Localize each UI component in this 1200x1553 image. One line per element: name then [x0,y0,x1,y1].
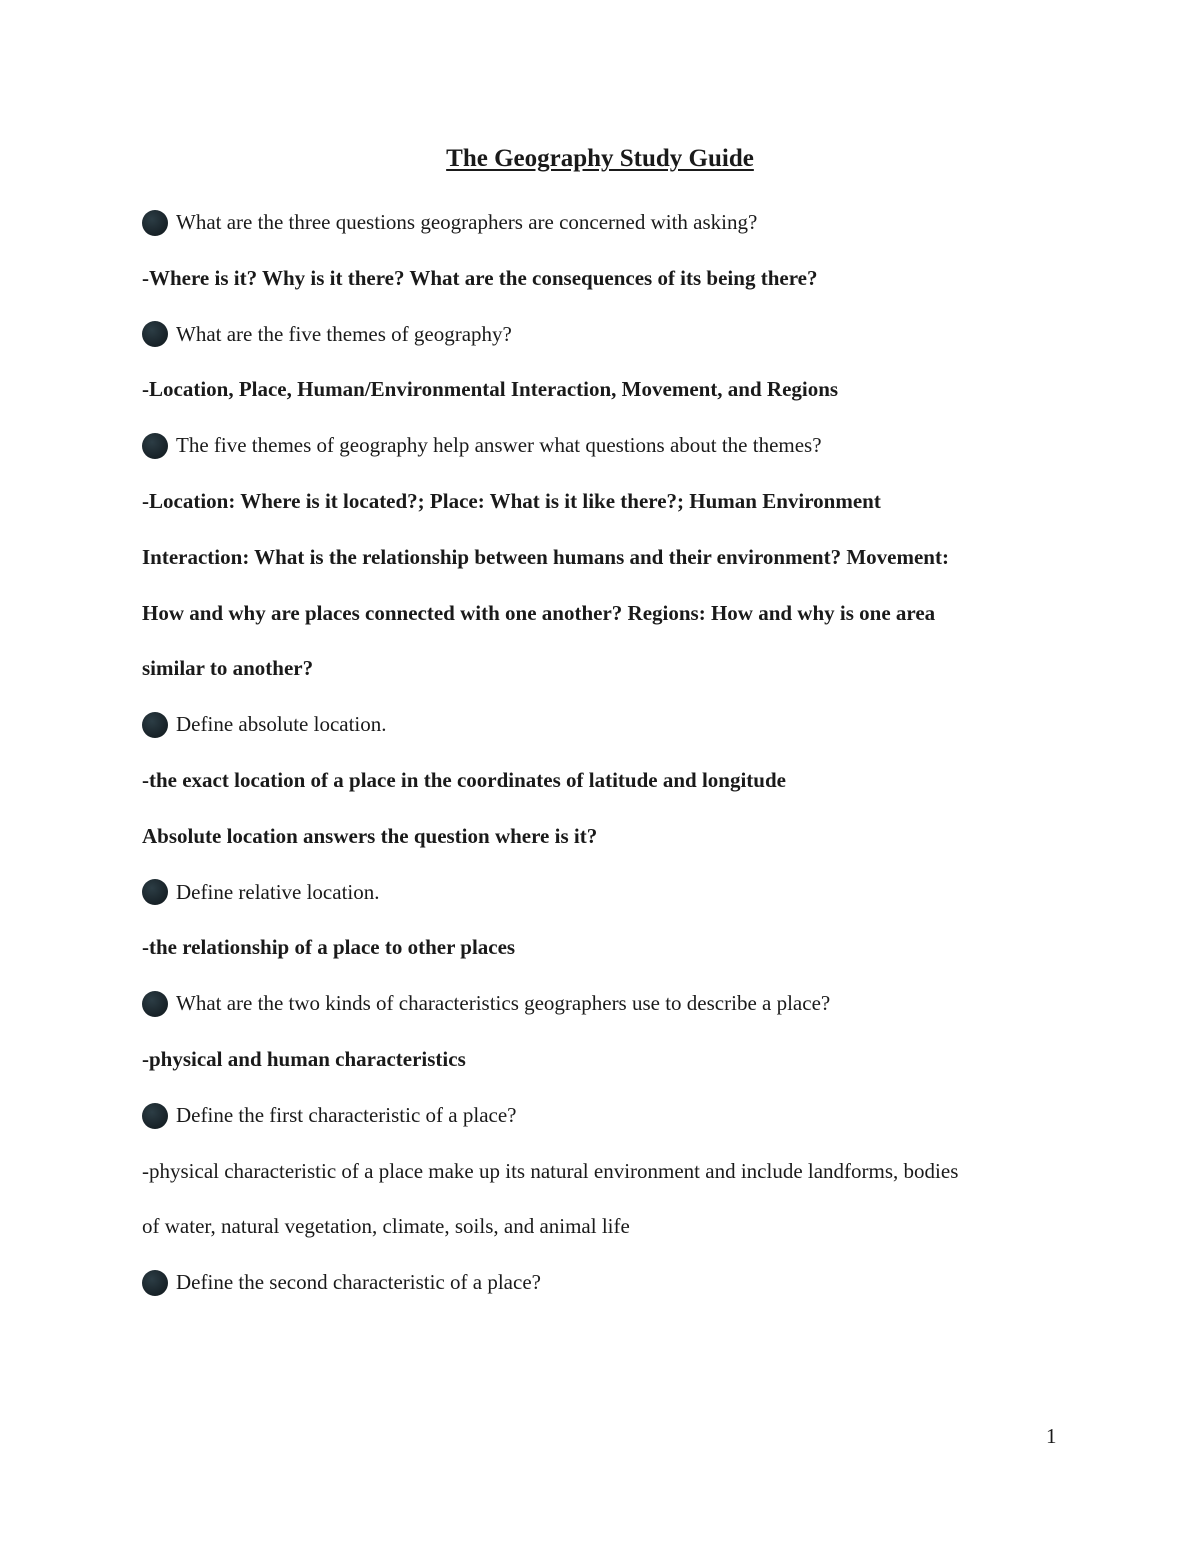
answer-line [142,530,1062,586]
document-title: The Geography Study Guide [446,145,754,172]
question-text: What are the two kinds of characteristics geographers use to describe a place? [176,991,831,1016]
bullet-icon [142,1270,168,1296]
bullet-icon [142,1103,168,1129]
question-line [142,1255,1062,1311]
question-line [142,418,1062,474]
answer-text: of water, natural vegetation, climate, soils, and animal life [142,1214,630,1239]
bullet-icon [142,321,168,347]
question-line [142,976,1062,1032]
bullet-icon [142,991,168,1017]
question-line [142,697,1062,753]
answer-text: -the relationship of a place to other places [142,935,516,960]
question-text: What are the five themes of geography? [176,321,512,346]
answer-line [142,362,1062,418]
answer-line [142,753,1062,809]
answer-text: Interaction: What is the relationship between humans and their environment? Movement: [142,544,949,569]
bullet-icon [142,210,168,236]
question-text: The five themes of geography help answer what questions about the themes? [176,433,822,458]
question-text: Define absolute location. [176,712,387,737]
question-line [142,1088,1062,1144]
question-text: Define the first characteristic of a place? [176,1102,517,1127]
question-text: Define relative location. [176,879,380,904]
answer-line [142,474,1062,530]
answer-text: -Location, Place, Human/Environmental Interaction, Movement, and Regions [142,377,839,402]
question-line [142,865,1062,921]
answer-line [142,1144,1062,1200]
answer-line [142,809,1062,865]
answer-text: How and why are places connected with one another? Regions: How and why is one area [142,600,936,625]
page-number: 1 [1046,1424,1057,1448]
answer-text: -the exact location of a place in the coordinates of latitude and longitude [142,767,786,792]
question-text: What are the three questions geographers are concerned with asking? [176,210,758,234]
answer-line [142,920,1062,976]
answer-text: similar to another? [142,656,314,681]
answer-line [142,1032,1062,1088]
answer-text: -physical characteristic of a place make up its natural environment and include landforms, bodies [142,1158,959,1183]
answer-text: -Where is it? Why is it there? What are the consequences of its being there? [142,265,818,290]
study-guide-content [142,195,1062,1311]
question-line [142,307,1062,363]
answer-line [142,1199,1062,1255]
answer-line [142,251,1062,307]
question-line [142,195,1062,251]
bullet-icon [142,433,168,459]
bullet-icon [142,879,168,905]
answer-text: -Location: Where is it located?; Place: What is it like there?; Human Environment [142,488,881,513]
answer-text: -physical and human characteristics [142,1046,466,1071]
answer-line [142,586,1062,642]
bullet-icon [142,712,168,738]
answer-text: Absolute location answers the question where is it? [142,823,598,848]
question-text: Define the second characteristic of a place? [176,1270,541,1295]
answer-line [142,641,1062,697]
